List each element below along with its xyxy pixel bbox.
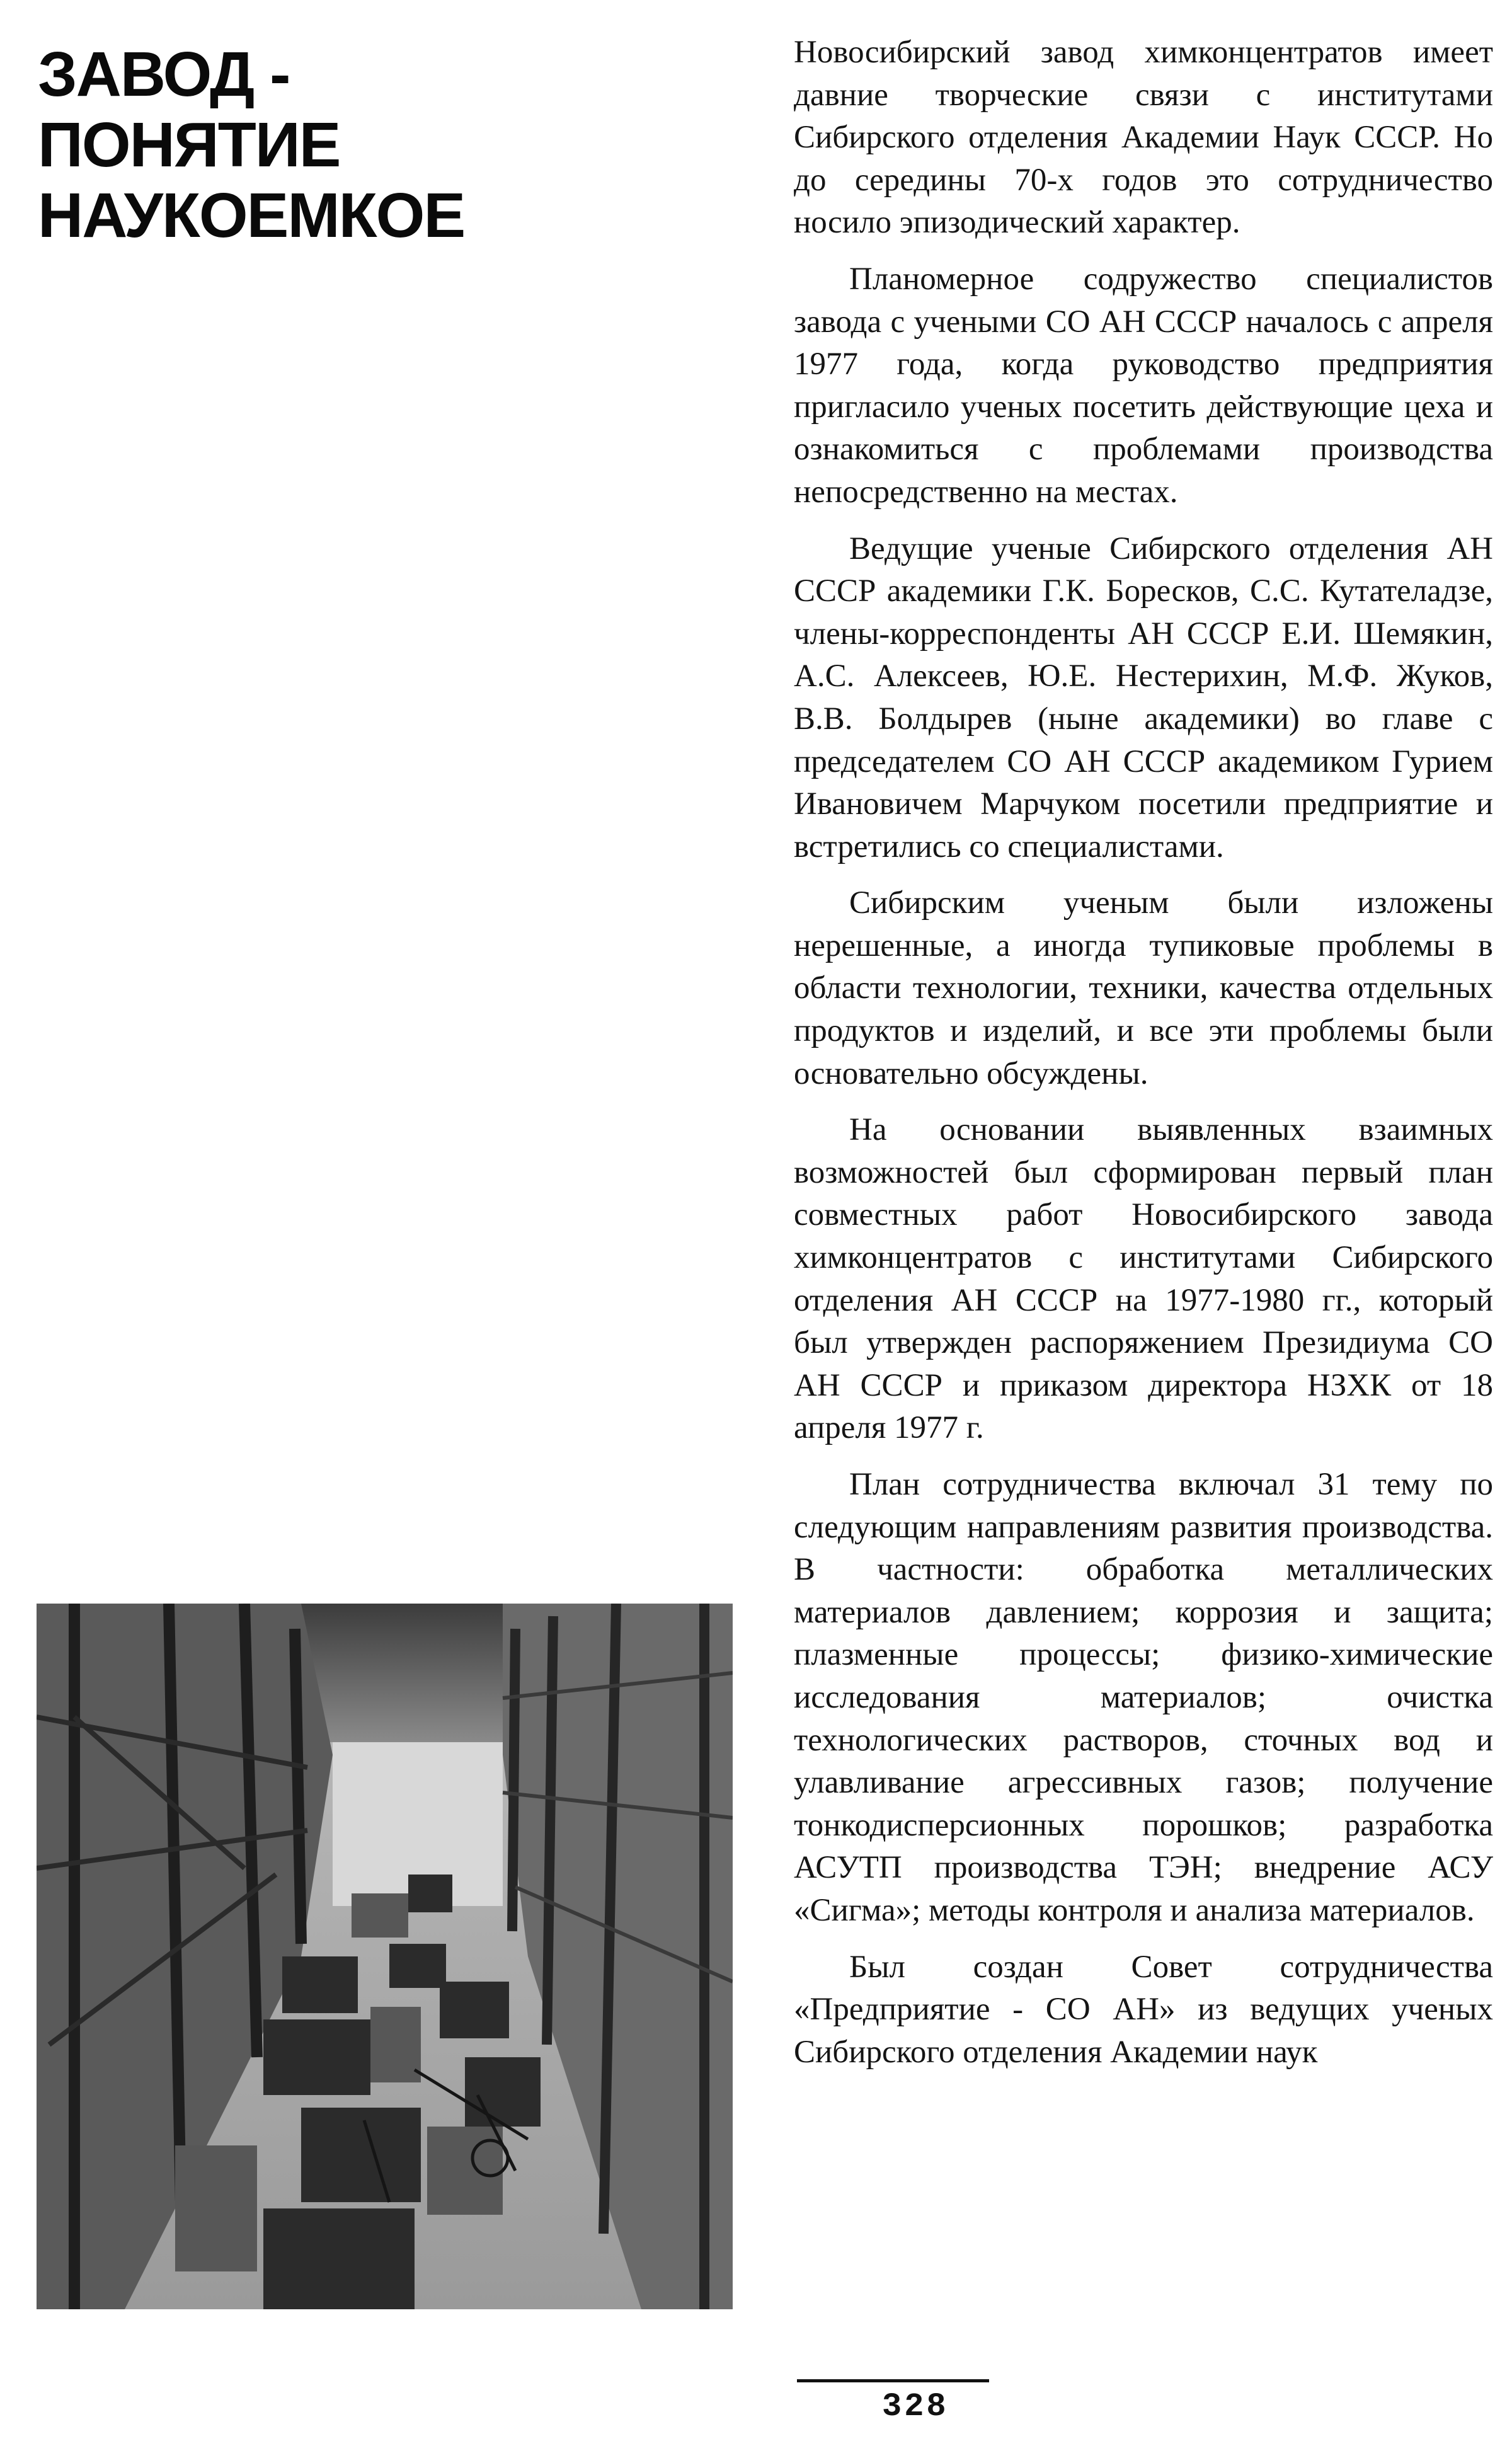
- factory-hall-illustration: [37, 1604, 733, 2309]
- article-title: [38, 39, 605, 251]
- title-line-1: ЗАВОД -: [38, 39, 290, 110]
- page-number: 328: [882, 2388, 949, 2425]
- paragraph-7: Был создан Совет сотрудничества «Предприятие - СО АН» из ведущих ученых Сибирского отделения Академии наук: [794, 1949, 1493, 2070]
- title-line-2: ПОНЯТИЕ: [38, 110, 340, 180]
- title-line-3: НАУКОЕМКОЕ: [38, 180, 465, 251]
- paragraph-4: Сибирским ученым были изложены нерешенные, а иногда тупиковые проблемы в области технологии, техники, качества отдельных продуктов и изделий, и все эти проблемы были основательно обсуждены.: [794, 885, 1493, 1091]
- article-body: [794, 32, 1493, 2087]
- paragraph-6: План сотрудничества включал 31 тему по следующим направлениям развития производства. В частности: обработка металлических материалов давлением; коррозия и защита; плазменные процессы; физико-химические исследования материалов; очистка технологических растворов, сточных вод и улавливание агрессивных газов; получение тонкодисперсионных порошков; разработка АСУТП производства ТЭН; внедрение АСУ «Сигма»; методы контроля и анализа материалов.: [794, 1467, 1493, 1928]
- paragraph-5: На основании выявленных взаимных возможностей был сформирован первый план совместных работ Новосибирского завода химконцентратов с институтами Сибирского отделения АН СССР на 1977-1980 гг., который был утвержден распоряжением Президиума СО АН СССР и приказом директора НЗХК от 18 апреля 1977 г.: [794, 1112, 1493, 1446]
- factory-hall-photo: [37, 1604, 733, 2309]
- paragraph-2: Планомерное содружество специалистов завода с учеными СО АН СССР началось с апреля 1977 года, когда руководство предприятия пригласило ученых посетить действующие цеха и ознакомиться с проблемами производства непосредственно на местах.: [794, 261, 1493, 510]
- paragraph-3: Ведущие ученые Сибирского отделения АН СССР академики Г.К. Боресков, С.С. Кутателадзе, члены-корреспонденты АН СССР Е.И. Шемякин, А.С. Алексеев, Ю.Е. Нестерихин, М.Ф. Жуков, В.В. Болдырев (ныне академики) во главе с председателем СО АН СССР академиком Гурием Ивановичем Марчуком посетили предприятие и встретились со специалистами.: [794, 531, 1493, 864]
- footer-rule: [797, 2379, 989, 2382]
- paragraph-1: Новосибирский завод химконцентратов имеет давние творческие связи с институтами Сибирского отделения Академии Наук СССР. Но до середины 70-х годов это сотрудничество носило эпизодический характер.: [794, 35, 1493, 241]
